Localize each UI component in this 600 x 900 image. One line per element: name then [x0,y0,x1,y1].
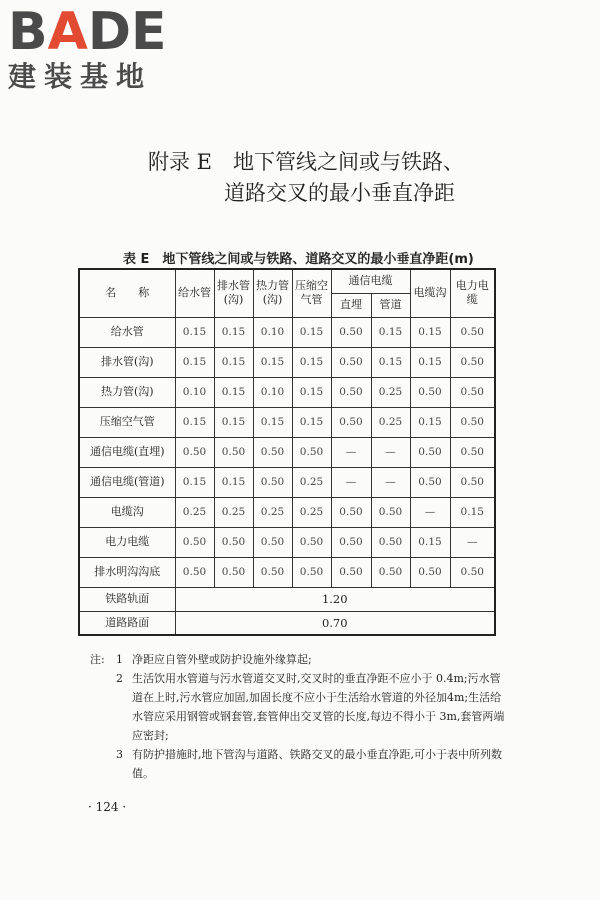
table-row [79,437,495,467]
row-header: 热力管(沟) [79,377,175,407]
note-item [90,745,510,783]
table-cell: 0.50 [450,437,495,467]
appendix-title-line1: 附录 E 地下管线之间或与铁路、 [148,150,465,174]
table-cell: 0.15 [253,347,292,377]
table-cell: 0.50 [214,437,253,467]
table-cell: 0.50 [371,497,410,527]
appendix-title-line2: 道路交叉的最小垂直净距 [224,181,455,205]
header-col: 压缩空气管 [292,269,331,317]
table-cell: 0.50 [450,557,495,587]
table-cell: 0.50 [175,557,214,587]
table-cell: 0.15 [292,377,331,407]
table-cell: 0.15 [175,347,214,377]
table-cell: 0.15 [410,317,450,347]
table-cell: 0.50 [292,437,331,467]
table-cell: 0.50 [450,347,495,377]
table-cell: 0.15 [410,527,450,557]
table-cell: — [371,437,410,467]
row-header: 铁路轨面 [79,587,175,611]
table-cell: 0.15 [175,407,214,437]
table-cell-span: 0.70 [175,611,495,635]
table-cell: 0.50 [214,557,253,587]
table-cell: 0.15 [214,407,253,437]
table-cell: 0.50 [253,527,292,557]
table-cell: 0.15 [214,317,253,347]
table-cell: 0.15 [214,347,253,377]
table-cell: 0.50 [331,557,371,587]
note-item [90,650,510,669]
header-name: 名 称 [79,269,175,317]
table-cell: 0.25 [292,467,331,497]
table-cell: 0.50 [253,467,292,497]
table-cell: 0.25 [253,497,292,527]
table-caption: 表 E 地下管线之间或与铁路、道路交叉的最小垂直净距(m) [123,252,474,267]
table-row [79,467,495,497]
row-header: 排水明沟沟底 [79,557,175,587]
table-cell: — [371,467,410,497]
table-cell: 0.25 [371,377,410,407]
note-text: 生活饮用水管道与污水管道交叉时,交叉时的垂直净距不应小于 0.4m;污水管道在上时,污水管应加固,加固长度不应小于生活给水管道的外径加4m;生活给水管应采用钢管或钢套管,套管伸出交叉管的长度,每边不得小于 3m,套管两端应密封; [132,672,505,742]
row-header: 道路路面 [79,611,175,635]
table-cell: 0.15 [410,347,450,377]
notes [90,650,510,783]
row-header: 通信电缆(直埋) [79,437,175,467]
header-col: 给水管 [175,269,214,317]
header-col: 电缆沟 [410,269,450,317]
note-number: 1 [116,653,123,666]
table-cell: 0.15 [371,317,410,347]
table-row [79,377,495,407]
row-header: 通信电缆(管道) [79,467,175,497]
logo-subtitle: 建装基地 [8,60,153,93]
table-cell: 0.50 [410,437,450,467]
table-cell: 0.25 [292,497,331,527]
header-col: 电力电缆 [450,269,495,317]
table-cell: 0.15 [253,407,292,437]
table-cell: 0.50 [410,557,450,587]
note-text: 净距应自管外壁或防护设施外缘算起; [132,653,312,666]
table-row [79,407,495,437]
table-cell: — [331,437,371,467]
table-cell: 0.15 [214,467,253,497]
table-cell: 0.50 [450,317,495,347]
table-cell-span: 1.20 [175,587,495,611]
table-cell: 0.50 [410,377,450,407]
table-row [79,347,495,377]
table-cell: 0.10 [253,317,292,347]
table-cell: 0.50 [175,437,214,467]
note-item [90,669,510,745]
notes-lead: 注: [90,653,105,666]
table-cell: 0.50 [292,557,331,587]
row-header: 电缆沟 [79,497,175,527]
table-cell: — [450,527,495,557]
table-row [79,587,495,611]
table-cell: 0.50 [292,527,331,557]
table-cell: 0.15 [292,407,331,437]
table-cell: 0.50 [253,437,292,467]
table-cell: 0.50 [214,527,253,557]
table-cell: 0.50 [371,527,410,557]
table-cell: 0.25 [371,407,410,437]
table-cell: 0.15 [175,467,214,497]
table-row [79,317,495,347]
table-cell: 0.50 [410,467,450,497]
note-text: 有防护措施时,地下管沟与道路、铁路交叉的最小垂直净距,可小于表中所列数值。 [132,748,502,780]
header-subcol: 直埋 [331,293,371,317]
table-cell: 0.50 [331,527,371,557]
table-cell: 0.50 [331,497,371,527]
table-cell: 0.10 [253,377,292,407]
table-cell: 0.50 [253,557,292,587]
table-cell: — [331,467,371,497]
row-header: 排水管(沟) [79,347,175,377]
table-cell: 0.50 [331,347,371,377]
bade-logo [8,2,178,94]
table-cell: 0.15 [175,317,214,347]
clearance-table [78,268,496,636]
note-number: 2 [116,672,123,685]
table-cell: 0.15 [410,407,450,437]
table-cell: 0.50 [450,467,495,497]
header-col: 排水管(沟) [214,269,253,317]
table-cell: 0.50 [331,407,371,437]
table-cell: 0.50 [371,557,410,587]
logo-wordmark: BADE [8,2,167,62]
table-cell: 0.25 [175,497,214,527]
table-cell: 0.15 [450,497,495,527]
table-cell: 0.50 [175,527,214,557]
table-row [79,611,495,635]
header-subcol: 管道 [371,293,410,317]
note-number: 3 [116,748,123,761]
table-cell: 0.50 [331,317,371,347]
page-number: · 124 · [88,800,127,814]
table-cell: 0.15 [371,347,410,377]
table-row [79,497,495,527]
header-col: 热力管(沟) [253,269,292,317]
header-group: 通信电缆 [331,269,410,293]
row-header: 压缩空气管 [79,407,175,437]
table-row [79,527,495,557]
row-header: 电力电缆 [79,527,175,557]
table-cell: — [410,497,450,527]
table-cell: 0.50 [331,377,371,407]
table-cell: 0.15 [292,347,331,377]
row-header: 给水管 [79,317,175,347]
table-cell: 0.10 [175,377,214,407]
table-cell: 0.15 [292,317,331,347]
table-row [79,557,495,587]
table-cell: 0.25 [214,497,253,527]
table-cell: 0.50 [450,377,495,407]
table-cell: 0.15 [214,377,253,407]
table-cell: 0.50 [450,407,495,437]
